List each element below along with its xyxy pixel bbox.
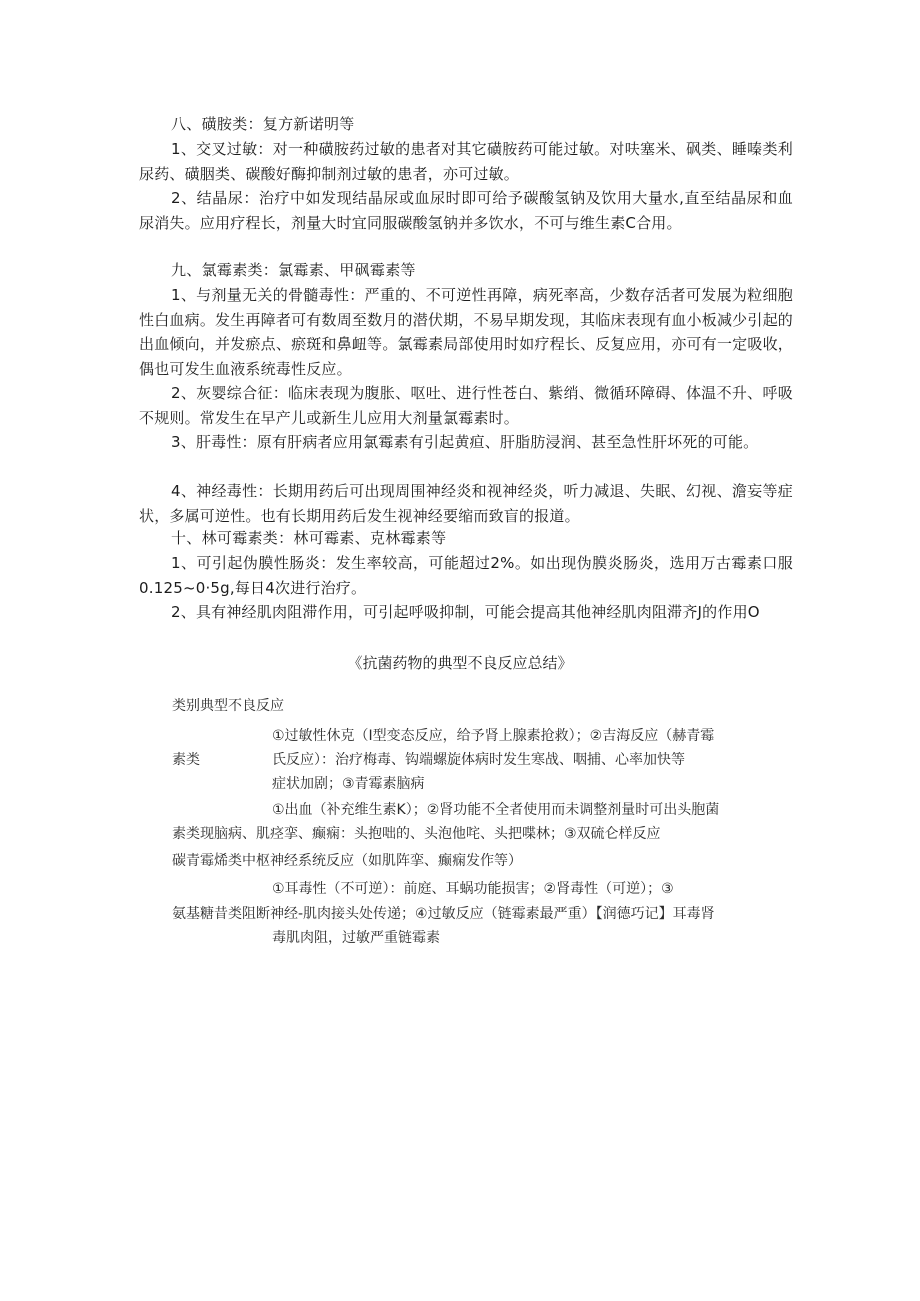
penicillin-reaction-line-2: 氏反应）：治疗梅毒、钩端螺旋体病时发生寒战、咽捕、心率加快等	[272, 752, 685, 768]
cephalosporin-reaction-line-1: ①出血（补充维生素K）；②肾功能不全者使用而未调整剂量时可出头胞菌	[272, 802, 720, 818]
aminoglycoside-reaction-line-1: ①耳毒性（不可逆）：前庭、耳蜗功能损害；②肾毒性（可逆）；③	[272, 881, 674, 897]
section-8-heading: 八、磺胺类：复方新诺明等	[171, 115, 355, 133]
section-9-heading: 九、氯霉素类：氯霉素、甲砜霉素等	[171, 261, 416, 279]
aminoglycoside-reaction-line-2: 氨基糖昔类阻断神经-肌肉接头处传递；④过敏反应（链霉素最严重）【润德巧记】耳毒肾	[172, 906, 715, 922]
section-10-heading: 十、林可霉素类：林可霉素、克林霉素等	[171, 529, 447, 547]
section-10-paragraph-1: 1、可引起伪膜性肠炎：发生率较高，可能超过2%。如出现伪膜炎肠炎，选用万古霉素口服0.125~0·5g,每日4次进行治疗。	[139, 554, 793, 597]
penicillin-reaction-line-3: 症状加剧；③青霉素脑病	[272, 776, 425, 792]
penicillin-reaction-line-1: ①过敏性休克（Ⅰ型变态反应，给予肾上腺素抢救）；②吉海反应（赫青霉	[272, 728, 715, 744]
section-8-paragraph-2: 2、结晶尿：治疗中如发现结晶尿或血尿时即可给予碳酸氢钠及饮用大量水,直至结晶尿和血尿消失。应用疗程长，剂量大时宜同服碳酸氢钠并多饮水，不可与维生素C合用。	[139, 189, 793, 232]
summary-table-header: 类别典型不良反应	[172, 698, 284, 714]
aminoglycoside-reaction-line-3: 毒肌肉阻，过敏严重链霉素	[272, 930, 440, 946]
section-8-paragraph-1: 1、交叉过敏：对一种磺胺药过敏的患者对其它磺胺药可能过敏。对呋塞米、砜类、睡嗪类利尿药、磺胭类、碳酸好酶抑制剂过敏的患者，亦可过敏。	[139, 140, 793, 183]
penicillin-category-label: 素类	[172, 752, 200, 768]
section-9-paragraph-3: 3、肝毒性：原有肝病者应用氯霉素有引起黄疸、肝脂肪浸润、甚至急性肝坏死的可能。	[171, 433, 759, 451]
section-10-paragraph-2: 2、具有神经肌肉阻滞作用，可引起呼吸抑制，可能会提高其他神经肌肉阻滞齐J的作用O	[171, 603, 760, 621]
cephalosporin-reaction-line-2: 素类现脑病、肌痉挛、癫痫：头抱咄的、头泡他咤、头把喋林；③双硫仑样反应	[172, 826, 661, 842]
summary-title: 《抗菌药物的典型不良反应总结》	[347, 654, 573, 672]
section-9-paragraph-4: 4、神经毒性：长期用药后可出现周围神经炎和视神经炎，听力减退、失眠、幻视、澹妄等症状，多属可逆性。也有长期用药后发生视神经要缩而致盲的报道。	[139, 482, 793, 525]
carbapenem-reaction-line: 碳青霉烯类中枢神经系统反应（如肌阵挛、癫痫发作等）	[172, 853, 522, 869]
section-9-paragraph-1: 1、与剂量无关的骨髓毒性：严重的、不可逆性再障，病死率高，少数存活者可发展为粒细胞性白血病。发生再障者可有数周至数月的潜伏期，不易早期发现，其临床表现有血小板减少引起的出血倾向，并发瘀点、瘀斑和鼻衄等。氯霉素局部使用时如疗程长、反复应用，亦可有一定吸收，偶也可发生血液系统毒性反应。	[139, 286, 793, 378]
section-9-paragraph-2: 2、灰婴综合征：临床表现为腹胀、呕吐、进行性苍白、紫绡、微循环障碍、体温不升、呼吸不规则。常发生在早产儿或新生儿应用大剂量氯霉素时。	[139, 384, 793, 427]
